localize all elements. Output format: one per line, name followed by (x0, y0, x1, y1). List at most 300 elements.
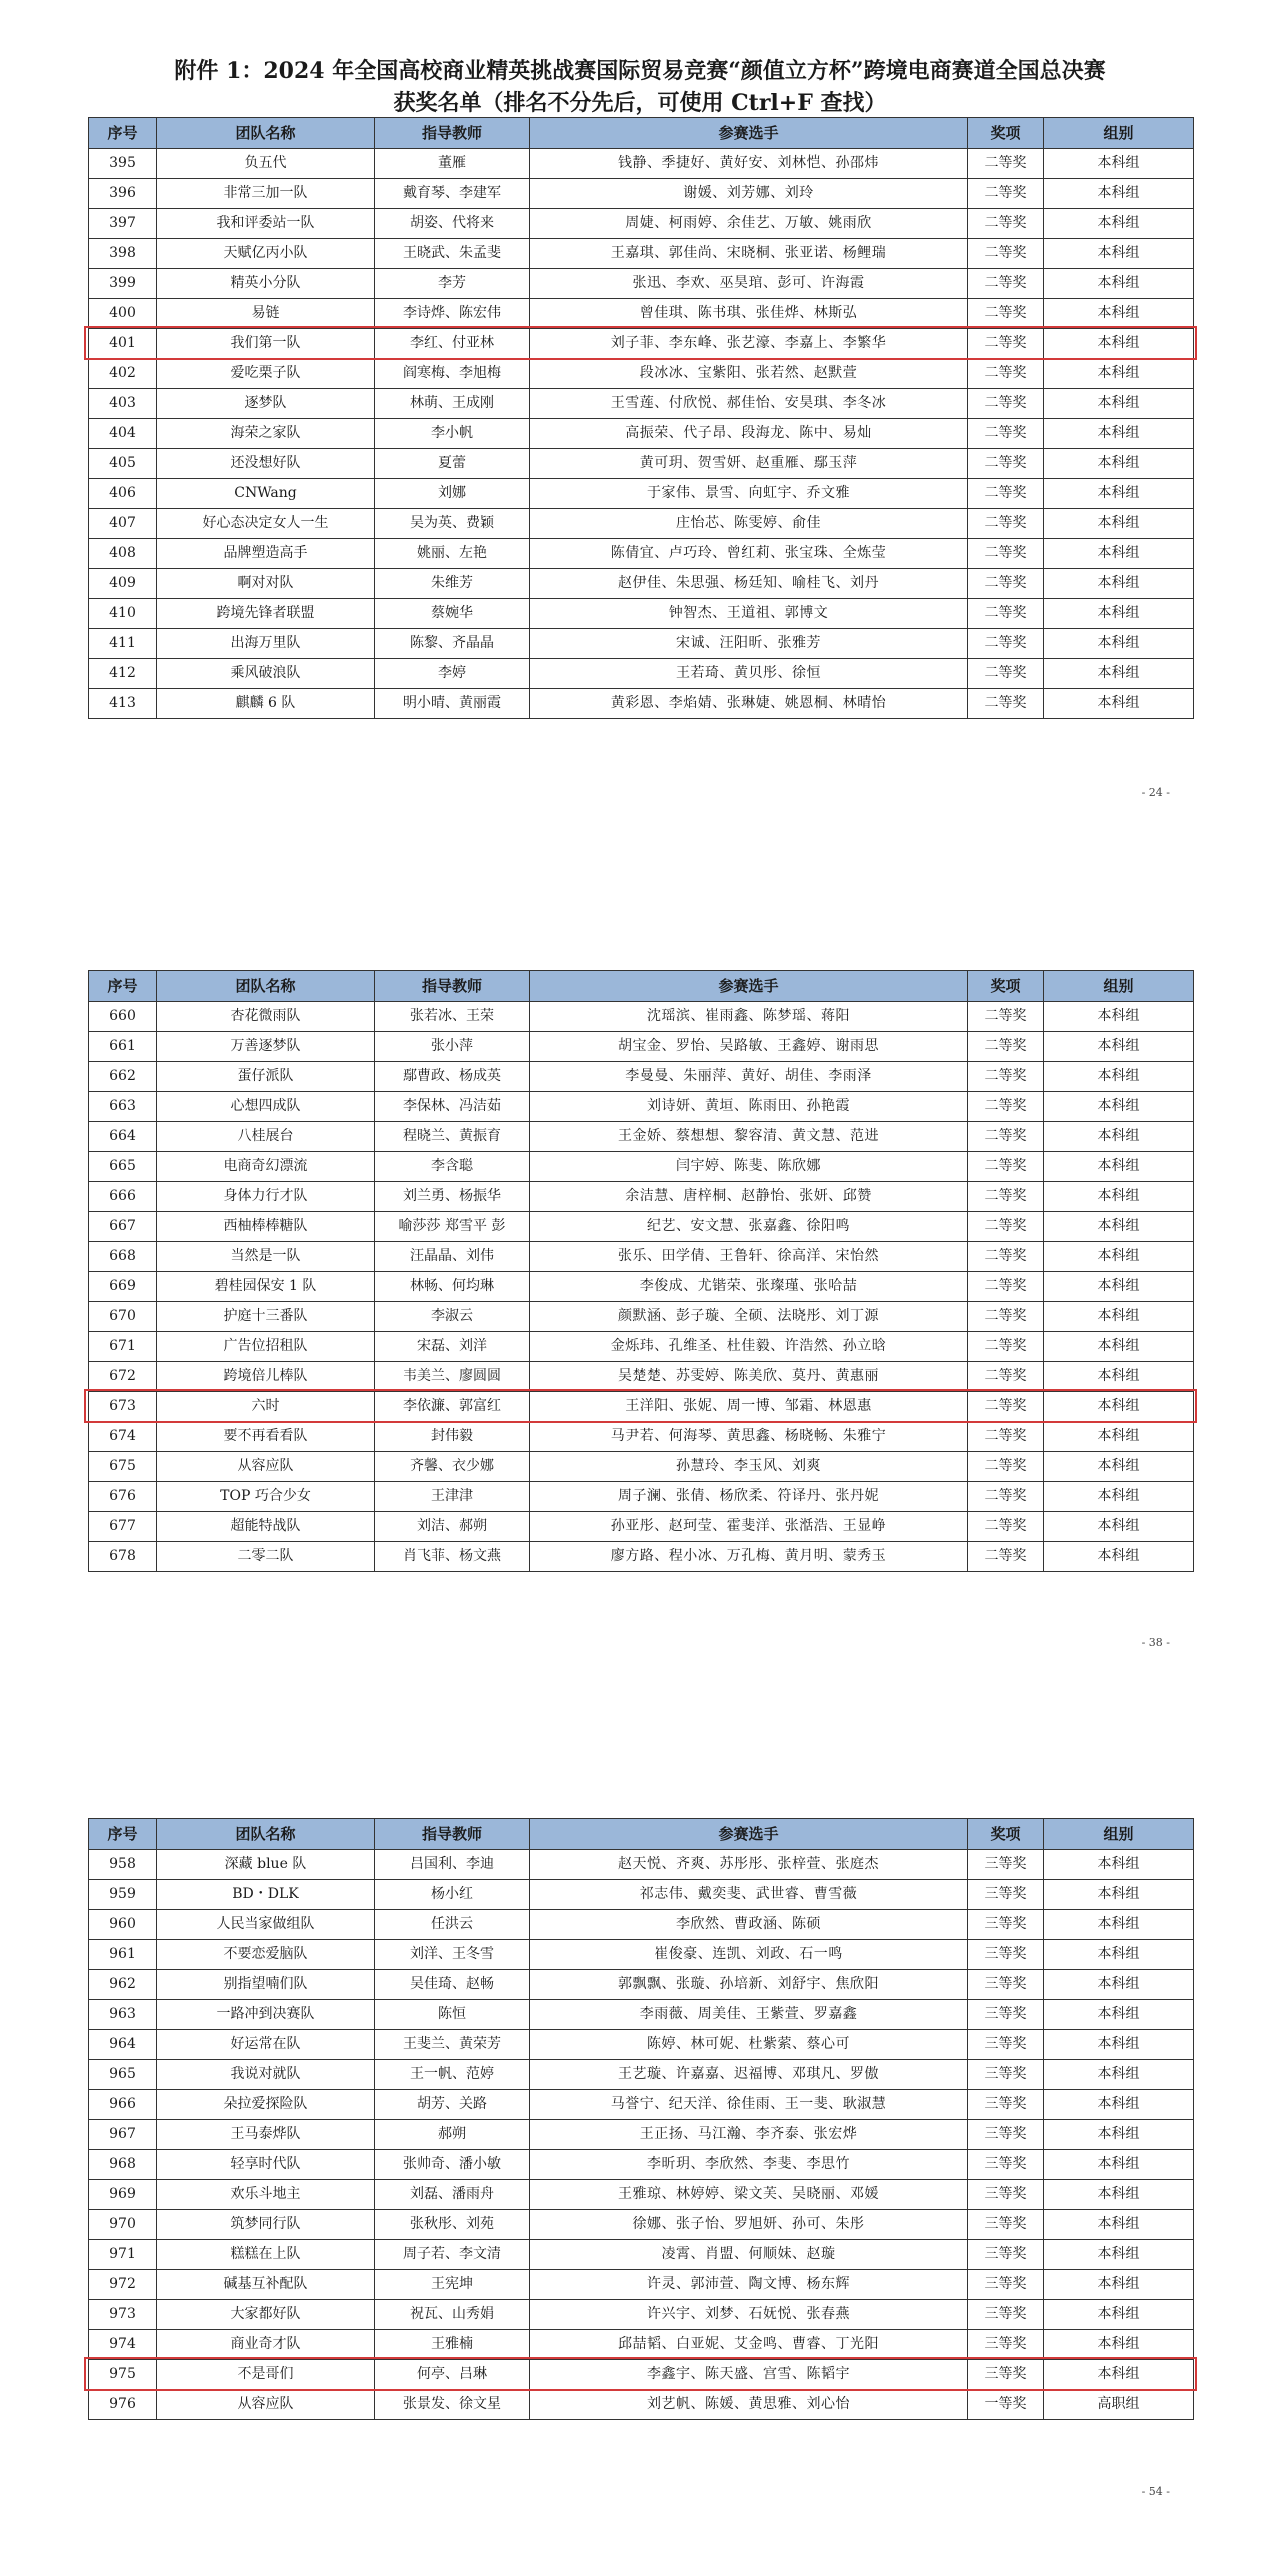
cell-players: 王艺璇、许嘉嘉、迟福博、邓琪凡、罗傲 (530, 2060, 968, 2090)
cell-advisor: 明小晴、黄丽霞 (375, 689, 530, 719)
cell-team-name: 深藏 blue 队 (157, 1850, 375, 1880)
cell-advisor: 李小帆 (375, 419, 530, 449)
cell-group: 本科组 (1044, 2000, 1194, 2030)
cell-players: 余洁慧、唐梓桐、赵静怡、张妍、邱赞 (530, 1182, 968, 1212)
table-row (89, 1062, 1194, 1092)
cell-advisor: 刘娜 (375, 479, 530, 509)
cell-number: 967 (89, 2120, 157, 2150)
cell-team-name: 超能特战队 (157, 1512, 375, 1542)
document-subtitle: 获奖名单（排名不分先后，可使用 Ctrl+F 查找） (393, 90, 887, 116)
cell-team-name: 广告位招租队 (157, 1332, 375, 1362)
col-header-team: 团队名称 (157, 1819, 375, 1850)
table-row (89, 1032, 1194, 1062)
cell-number: 405 (89, 449, 157, 479)
cell-players: 王嘉琪、郭佳尚、宋晓桐、张亚诺、杨鲤瑞 (530, 239, 968, 269)
cell-players: 马誉宁、纪天洋、徐佳雨、王一斐、耿淑慧 (530, 2090, 968, 2120)
cell-award: 二等奖 (968, 689, 1044, 719)
cell-award: 三等奖 (968, 1910, 1044, 1940)
cell-advisor: 林萌、王成刚 (375, 389, 530, 419)
cell-team-name: 啊对对队 (157, 569, 375, 599)
col-header-group: 组别 (1044, 971, 1194, 1002)
cell-award: 三等奖 (968, 2000, 1044, 2030)
table-row (89, 2360, 1194, 2390)
cell-team-name: 六时 (157, 1392, 375, 1422)
cell-players: 高振荣、代子昂、段海龙、陈中、易灿 (530, 419, 968, 449)
cell-number: 675 (89, 1452, 157, 1482)
cell-award: 三等奖 (968, 2120, 1044, 2150)
cell-advisor: 夏蕾 (375, 449, 530, 479)
table-row (89, 659, 1194, 689)
cell-award: 三等奖 (968, 2090, 1044, 2120)
cell-advisor: 何亭、吕琳 (375, 2360, 530, 2390)
cell-advisor: 王晓武、朱孟斐 (375, 239, 530, 269)
cell-team-name: 一路冲到决赛队 (157, 2000, 375, 2030)
cell-advisor: 杨小红 (375, 1880, 530, 1910)
col-header-team: 团队名称 (157, 971, 375, 1002)
cell-award: 二等奖 (968, 1212, 1044, 1242)
cell-number: 674 (89, 1422, 157, 1452)
cell-award: 二等奖 (968, 1362, 1044, 1392)
col-header-advisor: 指导教师 (375, 1819, 530, 1850)
cell-team-name: 人民当家做组队 (157, 1910, 375, 1940)
cell-advisor: 林畅、何均琳 (375, 1272, 530, 1302)
cell-players: 谢媛、刘芳娜、刘玲 (530, 179, 968, 209)
cell-group: 本科组 (1044, 2240, 1194, 2270)
cell-players: 周子澜、张倩、杨欣柔、符译丹、张丹妮 (530, 1482, 968, 1512)
cell-advisor: 陈恒 (375, 2000, 530, 2030)
cell-group: 本科组 (1044, 419, 1194, 449)
cell-number: 402 (89, 359, 157, 389)
award-table-3 (88, 1818, 1194, 2420)
cell-players: 王正扬、马江瀚、李齐泰、张宏烨 (530, 2120, 968, 2150)
cell-group: 本科组 (1044, 389, 1194, 419)
cell-team-name: 我说对就队 (157, 2060, 375, 2090)
page-number: - 24 - (1141, 786, 1170, 799)
cell-advisor: 宋磊、刘洋 (375, 1332, 530, 1362)
cell-number: 400 (89, 299, 157, 329)
cell-group: 本科组 (1044, 1122, 1194, 1152)
page-number: - 54 - (1141, 2485, 1170, 2498)
cell-award: 二等奖 (968, 329, 1044, 359)
table-row (89, 2150, 1194, 2180)
cell-players: 曾佳琪、陈书琪、张佳烨、林斯弘 (530, 299, 968, 329)
cell-group: 本科组 (1044, 1272, 1194, 1302)
cell-number: 399 (89, 269, 157, 299)
cell-players: 李昕玥、李欣然、李斐、李思竹 (530, 2150, 968, 2180)
cell-number: 409 (89, 569, 157, 599)
col-header-team: 团队名称 (157, 118, 375, 149)
cell-advisor: 李淑云 (375, 1302, 530, 1332)
award-table-2 (88, 970, 1194, 1572)
cell-group: 本科组 (1044, 1302, 1194, 1332)
cell-team-name: 精英小分队 (157, 269, 375, 299)
table-row (89, 509, 1194, 539)
cell-number: 971 (89, 2240, 157, 2270)
cell-group: 本科组 (1044, 2120, 1194, 2150)
cell-advisor: 刘兰勇、杨振华 (375, 1182, 530, 1212)
cell-number: 662 (89, 1062, 157, 1092)
cell-number: 404 (89, 419, 157, 449)
cell-group: 本科组 (1044, 1002, 1194, 1032)
cell-players: 沈瑶滨、崔雨鑫、陈梦瑶、蒋阳 (530, 1002, 968, 1032)
cell-award: 二等奖 (968, 1452, 1044, 1482)
cell-team-name: 品牌塑造高手 (157, 539, 375, 569)
cell-award: 二等奖 (968, 1272, 1044, 1302)
table-row (89, 2210, 1194, 2240)
cell-number: 403 (89, 389, 157, 419)
cell-team-name: 从容应队 (157, 1452, 375, 1482)
cell-team-name: 还没想好队 (157, 449, 375, 479)
cell-team-name: 糕糕在上队 (157, 2240, 375, 2270)
cell-group: 本科组 (1044, 659, 1194, 689)
table-row (89, 1910, 1194, 1940)
cell-advisor: 戴育琴、李建军 (375, 179, 530, 209)
table-row (89, 1482, 1194, 1512)
cell-award: 二等奖 (968, 389, 1044, 419)
cell-advisor: 任洪云 (375, 1910, 530, 1940)
cell-players: 陈婷、林可妮、杜紫萦、蔡心可 (530, 2030, 968, 2060)
col-header-award: 奖项 (968, 118, 1044, 149)
cell-group: 本科组 (1044, 479, 1194, 509)
table-row (89, 269, 1194, 299)
cell-players: 许兴宇、刘梦、石妩悦、张春燕 (530, 2300, 968, 2330)
cell-number: 968 (89, 2150, 157, 2180)
cell-players: 廖方路、程小冰、万孔梅、黄月明、蒙秀玉 (530, 1542, 968, 1572)
cell-number: 964 (89, 2030, 157, 2060)
table-row (89, 1152, 1194, 1182)
cell-team-name: 我和评委站一队 (157, 209, 375, 239)
cell-advisor: 周子若、李文清 (375, 2240, 530, 2270)
table-row (89, 689, 1194, 719)
cell-award: 三等奖 (968, 2270, 1044, 2300)
cell-players: 周婕、柯雨婷、余佳艺、万敏、姚雨欣 (530, 209, 968, 239)
cell-award: 三等奖 (968, 2060, 1044, 2090)
cell-advisor: 喻莎莎 郑雪平 彭 (375, 1212, 530, 1242)
cell-team-name: 不是哥们 (157, 2360, 375, 2390)
cell-number: 958 (89, 1850, 157, 1880)
cell-players: 胡宝金、罗怡、吴路敏、王鑫婷、谢雨思 (530, 1032, 968, 1062)
cell-number: 395 (89, 149, 157, 179)
cell-advisor: 肖飞菲、杨文燕 (375, 1542, 530, 1572)
table-row (89, 599, 1194, 629)
table-row (89, 2000, 1194, 2030)
cell-players: 邱喆韬、白亚妮、艾金鸣、曹睿、丁光阳 (530, 2330, 968, 2360)
cell-number: 966 (89, 2090, 157, 2120)
cell-players: 孙慧玲、李玉风、刘爽 (530, 1452, 968, 1482)
table-row (89, 1392, 1194, 1422)
cell-award: 二等奖 (968, 1542, 1044, 1572)
cell-number: 665 (89, 1152, 157, 1182)
cell-group: 本科组 (1044, 1970, 1194, 2000)
cell-players: 段冰冰、宝紫阳、张若然、赵默萱 (530, 359, 968, 389)
cell-group: 本科组 (1044, 1392, 1194, 1422)
cell-team-name: 护庭十三番队 (157, 1302, 375, 1332)
cell-players: 于家伟、景雪、向虹宇、乔文雅 (530, 479, 968, 509)
cell-team-name: 筑梦同行队 (157, 2210, 375, 2240)
cell-advisor: 董雁 (375, 149, 530, 179)
table-header-row (89, 118, 1194, 149)
cell-group: 本科组 (1044, 2330, 1194, 2360)
cell-team-name: 不要恋爱脑队 (157, 1940, 375, 1970)
cell-award: 二等奖 (968, 1002, 1044, 1032)
cell-players: 纪艺、安文慧、张嘉鑫、徐阳鸣 (530, 1212, 968, 1242)
cell-advisor: 王津津 (375, 1482, 530, 1512)
cell-players: 赵伊佳、朱思强、杨廷知、喻桂飞、刘丹 (530, 569, 968, 599)
cell-players: 凌霄、肖盟、何顺妹、赵璇 (530, 2240, 968, 2270)
cell-award: 二等奖 (968, 1062, 1044, 1092)
cell-team-name: 二零二队 (157, 1542, 375, 1572)
table-row (89, 389, 1194, 419)
cell-group: 本科组 (1044, 1152, 1194, 1182)
table-row (89, 1512, 1194, 1542)
cell-team-name: 跨境倍儿棒队 (157, 1362, 375, 1392)
cell-group: 本科组 (1044, 1182, 1194, 1212)
cell-award: 二等奖 (968, 659, 1044, 689)
cell-players: 张迅、李欢、巫昊琯、彭可、许海霞 (530, 269, 968, 299)
table-row (89, 2180, 1194, 2210)
cell-award: 二等奖 (968, 569, 1044, 599)
cell-award: 三等奖 (968, 2180, 1044, 2210)
col-header-players: 参赛选手 (530, 118, 968, 149)
cell-players: 李雨薇、周美佳、王紫萱、罗嘉鑫 (530, 2000, 968, 2030)
table-row (89, 1332, 1194, 1362)
cell-team-name: 轻享时代队 (157, 2150, 375, 2180)
cell-award: 二等奖 (968, 1242, 1044, 1272)
cell-advisor: 祝瓦、山秀娟 (375, 2300, 530, 2330)
table-row (89, 569, 1194, 599)
cell-team-name: 电商奇幻漂流 (157, 1152, 375, 1182)
cell-number: 397 (89, 209, 157, 239)
cell-number: 406 (89, 479, 157, 509)
cell-number: 678 (89, 1542, 157, 1572)
cell-team-name: BD・DLK (157, 1880, 375, 1910)
cell-number: 976 (89, 2390, 157, 2420)
cell-group: 本科组 (1044, 2210, 1194, 2240)
cell-group: 本科组 (1044, 1242, 1194, 1272)
cell-team-name: 万善逐梦队 (157, 1032, 375, 1062)
cell-advisor: 陈黎、齐晶晶 (375, 629, 530, 659)
cell-advisor: 张景发、徐文星 (375, 2390, 530, 2420)
cell-advisor: 王斐兰、黄荣芳 (375, 2030, 530, 2060)
cell-advisor: 程晓兰、黄振育 (375, 1122, 530, 1152)
cell-number: 412 (89, 659, 157, 689)
cell-players: 钱静、季捷好、黄好安、刘林恺、孙邵炜 (530, 149, 968, 179)
cell-team-name: 朵拉爱探险队 (157, 2090, 375, 2120)
table-row (89, 1940, 1194, 1970)
cell-award: 三等奖 (968, 2150, 1044, 2180)
table-row (89, 1272, 1194, 1302)
table-row (89, 1122, 1194, 1152)
table-row (89, 299, 1194, 329)
cell-advisor: 姚丽、左艳 (375, 539, 530, 569)
cell-team-name: 蛋仔派队 (157, 1062, 375, 1092)
cell-award: 二等奖 (968, 629, 1044, 659)
cell-players: 郭飘飘、张璇、孙培新、刘舒宇、焦欣阳 (530, 1970, 968, 2000)
cell-award: 二等奖 (968, 1332, 1044, 1362)
cell-advisor: 封伟毅 (375, 1422, 530, 1452)
col-header-number: 序号 (89, 971, 157, 1002)
table-row (89, 479, 1194, 509)
cell-players: 王若琦、黄贝彤、徐恒 (530, 659, 968, 689)
cell-advisor: 张帅奇、潘小敏 (375, 2150, 530, 2180)
cell-players: 吴楚楚、苏雯婷、陈美欣、莫丹、黄惠丽 (530, 1362, 968, 1392)
cell-number: 408 (89, 539, 157, 569)
cell-group: 本科组 (1044, 1910, 1194, 1940)
cell-team-name: 爱吃栗子队 (157, 359, 375, 389)
col-header-award: 奖项 (968, 971, 1044, 1002)
cell-number: 670 (89, 1302, 157, 1332)
cell-group: 本科组 (1044, 569, 1194, 599)
cell-group: 本科组 (1044, 359, 1194, 389)
table-row (89, 1212, 1194, 1242)
cell-group: 本科组 (1044, 1362, 1194, 1392)
cell-award: 二等奖 (968, 539, 1044, 569)
cell-team-name: 逐梦队 (157, 389, 375, 419)
table-row (89, 449, 1194, 479)
cell-advisor: 王一帆、范婷 (375, 2060, 530, 2090)
cell-players: 王雪莲、付欣悦、郝佳怡、安昊琪、李冬冰 (530, 389, 968, 419)
cell-award: 二等奖 (968, 509, 1044, 539)
table-row (89, 2060, 1194, 2090)
cell-advisor: 蔡婉华 (375, 599, 530, 629)
cell-players: 张乐、田学倩、王鲁轩、徐高洋、宋怡然 (530, 1242, 968, 1272)
cell-players: 金烁玮、孔维圣、杜佳毅、许浩然、孙立晗 (530, 1332, 968, 1362)
cell-award: 二等奖 (968, 1032, 1044, 1062)
cell-award: 三等奖 (968, 1940, 1044, 1970)
table-row (89, 1542, 1194, 1572)
table-row (89, 1302, 1194, 1332)
cell-number: 398 (89, 239, 157, 269)
cell-group: 本科组 (1044, 449, 1194, 479)
cell-number: 410 (89, 599, 157, 629)
cell-team-name: 别指望喃们队 (157, 1970, 375, 2000)
cell-players: 刘艺帆、陈媛、黄思雅、刘心怡 (530, 2390, 968, 2420)
cell-number: 396 (89, 179, 157, 209)
cell-group: 本科组 (1044, 1422, 1194, 1452)
cell-team-name: 出海万里队 (157, 629, 375, 659)
cell-players: 王雅琼、林婷婷、梁文芙、吴晓丽、邓媛 (530, 2180, 968, 2210)
cell-award: 二等奖 (968, 1152, 1044, 1182)
cell-players: 王金娇、蔡想想、黎容清、黄文慧、范进 (530, 1122, 968, 1152)
cell-group: 本科组 (1044, 2300, 1194, 2330)
col-header-advisor: 指导教师 (375, 971, 530, 1002)
cell-award: 三等奖 (968, 1850, 1044, 1880)
cell-team-name: 好心态决定女人一生 (157, 509, 375, 539)
cell-number: 672 (89, 1362, 157, 1392)
cell-award: 二等奖 (968, 1302, 1044, 1332)
cell-group: 本科组 (1044, 149, 1194, 179)
cell-advisor: 齐馨、衣少娜 (375, 1452, 530, 1482)
table-row (89, 1452, 1194, 1482)
cell-award: 二等奖 (968, 1092, 1044, 1122)
cell-number: 668 (89, 1242, 157, 1272)
cell-players: 祁志伟、戴奕斐、武世睿、曹雪薇 (530, 1880, 968, 1910)
cell-players: 宋诚、汪阳昕、张雅芳 (530, 629, 968, 659)
cell-group: 本科组 (1044, 1850, 1194, 1880)
cell-number: 669 (89, 1272, 157, 1302)
cell-advisor: 郝朔 (375, 2120, 530, 2150)
cell-award: 三等奖 (968, 2030, 1044, 2060)
cell-team-name: 负五代 (157, 149, 375, 179)
cell-group: 本科组 (1044, 1512, 1194, 1542)
cell-award: 三等奖 (968, 2210, 1044, 2240)
table-row (89, 2120, 1194, 2150)
cell-players: 黄可玥、贺雪妍、赵重雁、鄢玉萍 (530, 449, 968, 479)
cell-award: 二等奖 (968, 359, 1044, 389)
table-row (89, 209, 1194, 239)
table-row (89, 2090, 1194, 2120)
cell-team-name: 麒麟 6 队 (157, 689, 375, 719)
col-header-players: 参赛选手 (530, 1819, 968, 1850)
cell-team-name: 易链 (157, 299, 375, 329)
table-header-row (89, 971, 1194, 1002)
cell-group: 本科组 (1044, 1452, 1194, 1482)
table-row (89, 539, 1194, 569)
table-row (89, 1182, 1194, 1212)
col-header-group: 组别 (1044, 118, 1194, 149)
cell-award: 二等奖 (968, 1422, 1044, 1452)
table-row (89, 1002, 1194, 1032)
cell-award: 二等奖 (968, 299, 1044, 329)
cell-number: 959 (89, 1880, 157, 1910)
cell-advisor: 汪晶晶、刘伟 (375, 1242, 530, 1272)
cell-advisor: 朱维芳 (375, 569, 530, 599)
cell-number: 960 (89, 1910, 157, 1940)
cell-number: 413 (89, 689, 157, 719)
cell-group: 本科组 (1044, 2360, 1194, 2390)
cell-number: 965 (89, 2060, 157, 2090)
cell-number: 401 (89, 329, 157, 359)
cell-group: 本科组 (1044, 2060, 1194, 2090)
cell-team-name: 当然是一队 (157, 1242, 375, 1272)
cell-players: 李鑫宇、陈天盛、宫雪、陈韬宇 (530, 2360, 968, 2390)
cell-number: 963 (89, 2000, 157, 2030)
table-header-row (89, 1819, 1194, 1850)
cell-group: 本科组 (1044, 2030, 1194, 2060)
cell-number: 974 (89, 2330, 157, 2360)
cell-team-name: 乘风破浪队 (157, 659, 375, 689)
cell-number: 407 (89, 509, 157, 539)
table-row (89, 629, 1194, 659)
cell-award: 三等奖 (968, 2360, 1044, 2390)
col-header-award: 奖项 (968, 1819, 1044, 1850)
cell-team-name: 大家都好队 (157, 2300, 375, 2330)
cell-number: 972 (89, 2270, 157, 2300)
cell-players: 李欣然、曹政涵、陈硕 (530, 1910, 968, 1940)
cell-award: 二等奖 (968, 209, 1044, 239)
cell-team-name: 我们第一队 (157, 329, 375, 359)
cell-players: 钟智杰、王道祖、郭博文 (530, 599, 968, 629)
cell-team-name: 从容应队 (157, 2390, 375, 2420)
cell-players: 庄怡芯、陈雯婷、俞佳 (530, 509, 968, 539)
cell-advisor: 张秋彤、刘苑 (375, 2210, 530, 2240)
cell-players: 孙亚彤、赵珂莹、霍斐洋、张湉浩、王显峥 (530, 1512, 968, 1542)
cell-players: 李曼曼、朱丽萍、黄好、胡佳、李雨泽 (530, 1062, 968, 1092)
cell-players: 李俊成、尤锴荣、张璨瑾、张哈喆 (530, 1272, 968, 1302)
cell-group: 本科组 (1044, 299, 1194, 329)
cell-players: 闫宇婷、陈斐、陈欣娜 (530, 1152, 968, 1182)
cell-advisor: 李保林、冯洁茹 (375, 1092, 530, 1122)
document-title: 附件 1：2024 年全国高校商业精英挑战赛国际贸易竞赛“颜值立方杯”跨境电商赛道全国总决赛 (174, 58, 1106, 84)
cell-award: 二等奖 (968, 1182, 1044, 1212)
cell-advisor: 阎寒梅、李旭梅 (375, 359, 530, 389)
cell-number: 411 (89, 629, 157, 659)
cell-award: 二等奖 (968, 479, 1044, 509)
cell-team-name: 心想四成队 (157, 1092, 375, 1122)
cell-team-name: TOP 巧合少女 (157, 1482, 375, 1512)
cell-advisor: 胡姿、代将来 (375, 209, 530, 239)
cell-players: 赵天悦、齐爽、苏彤彤、张梓萱、张庭杰 (530, 1850, 968, 1880)
